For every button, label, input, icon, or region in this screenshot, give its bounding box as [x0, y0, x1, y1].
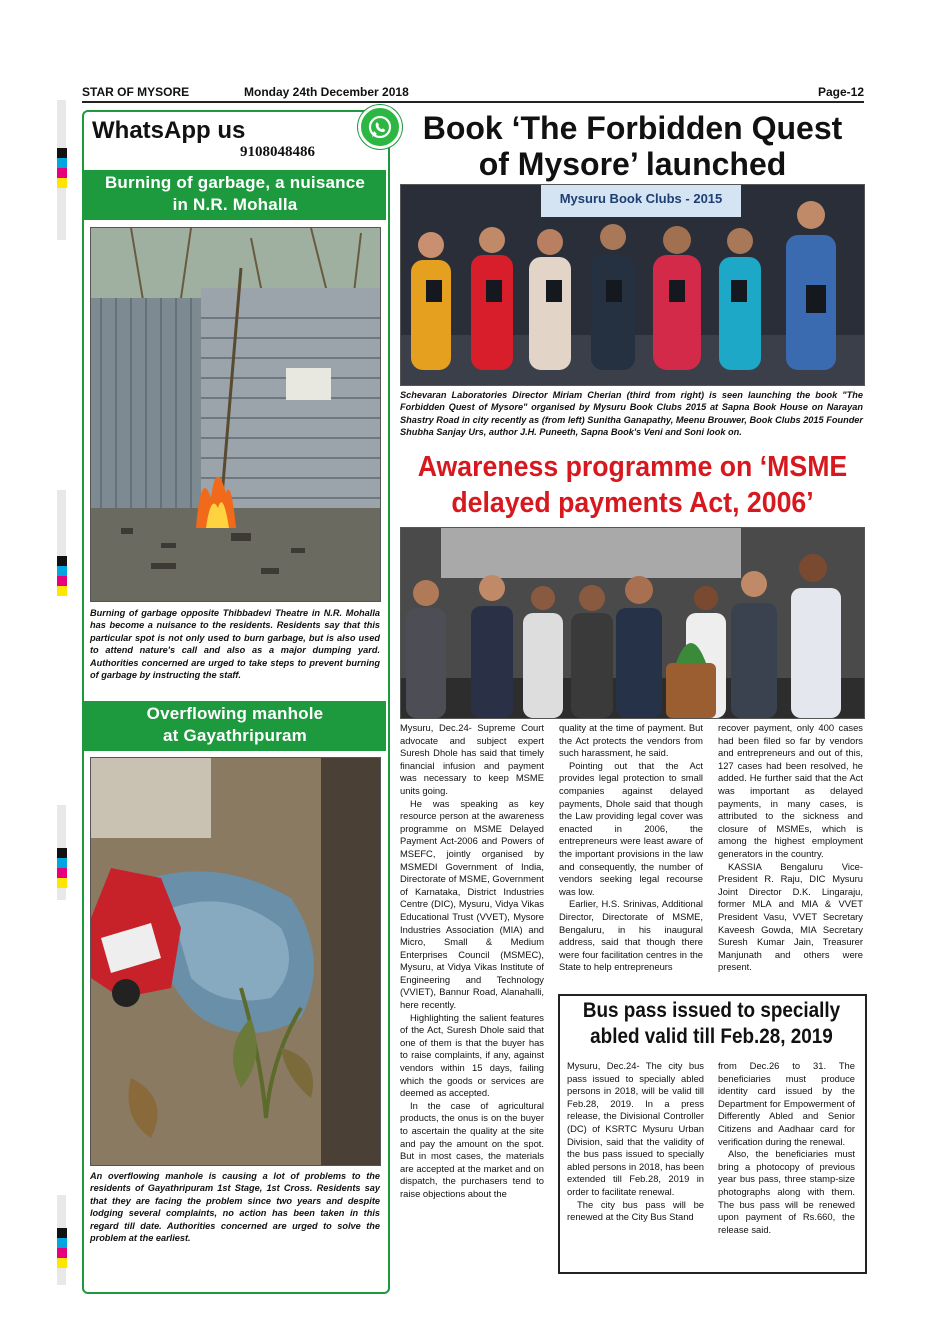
msme-headline-line2: delayed payments Act, 2006’: [451, 487, 814, 519]
garbage-title-line1: Burning of garbage, a nuisance: [104, 173, 366, 192]
registration-marks: [57, 148, 67, 188]
newspaper-name: STAR OF MYSORE: [82, 85, 190, 99]
registration-marks: [57, 848, 67, 888]
msme-column-1: [400, 722, 544, 1201]
registration-marks: [57, 1228, 67, 1268]
bus-col2-p1: from Dec.26 to 31. The beneficiaries must produce identity card issued by the Department for Empowerment of Differently Abled and Senior Citizens and Aadhaar card for verification during the renewal.: [718, 1060, 855, 1147]
manhole-title-band: [84, 701, 386, 751]
page-number: Page-12: [817, 85, 864, 99]
msme-column-2: [559, 722, 703, 974]
whatsapp-icon: [358, 105, 402, 149]
garbage-title-line2: in N.R. Mohalla: [172, 195, 298, 214]
msme-headline-line1: Awareness programme on ‘MSME: [417, 451, 848, 483]
msme-col2-p3: Earlier, H.S. Srinivas, Additional Director, Directorate of MSME, Bengaluru, in his inaugural address, said that though there were four facilitation centres in the State to help entrepreneurs: [559, 898, 703, 973]
msme-col1-p1: Mysuru, Dec.24- Supreme Court advocate and subject expert Suresh Dhole has said that timely financial infusion and payment was necessary to keep MSME units going.: [400, 722, 544, 796]
book-headline-line2: of Mysore’ launched: [478, 146, 787, 182]
bus-col1-p2: The city bus pass will be renewed at the City Bus Stand: [567, 1198, 704, 1223]
whatsapp-label: WhatsApp us: [92, 117, 246, 144]
bus-column-1: [567, 1060, 704, 1224]
book-banner-text: Mysuru Book Clubs - 2015: [559, 191, 723, 206]
page-header: [82, 85, 864, 103]
manhole-caption: An overflowing manhole is causing a lot of problems to the residents of Gayathripuram 1st Stage, 1st Cross. Residents say that they are facing the problem since two years and despite lodging several complaints, no action has been taken in this regard till date. Authorities concerned are urged to solve the problem at the earliest.: [90, 1171, 380, 1244]
msme-col3-p1: recover payment, only 400 cases had been filed so far by vendors and entrepreneurs and out of this, 127 cases had been resolved, he added. He further said that the Act was important as delayed payments, in many cases, is attributed to the sickness and closure of MSMEs, which is among the highest employment generators in the country.: [718, 722, 863, 859]
book-headline: [400, 110, 865, 182]
garbage-title-band: [84, 170, 386, 220]
msme-col2-p2: Pointing out that the Act provides legal protection to small companies against delayed payments, Dhole said that though the Law providing legal cover was enacted in 2006, the entrepreneurs were least aware of the important provisions in the law and consequently, the number of vendors seeking legal recourse was low.: [559, 759, 703, 897]
whatsapp-number: 9108048486: [240, 144, 315, 160]
book-headline-line1: Book ‘The Forbidden Quest: [422, 110, 843, 146]
msme-col3-p2: KASSIA Bengaluru Vice-President R. Raju, DIC Mysuru Joint Director D.K. Lingaraju, former MLA and MIA & VVET President Vasu, VVET Secretary Kaveesh Gowda, MIA Secretary Suresh Kumar Jain, Treasurer Manjunath and others were present.: [718, 860, 863, 973]
book-launch-photo: [400, 184, 865, 386]
manhole-photo: [90, 757, 381, 1166]
bus-column-2: [718, 1060, 855, 1236]
issue-date: Monday 24th December 2018: [244, 85, 409, 99]
manhole-title-line1: Overflowing manhole: [146, 704, 324, 723]
bus-col2-p2: Also, the beneficiaries must bring a photocopy of previous year bus pass, three stamp-size photographs along with them. The bus pass will be renewed upon payment of Rs.660, the release said.: [718, 1148, 855, 1235]
msme-event-photo: [400, 527, 865, 719]
book-caption: Schevaran Laboratories Director Miriam Cherian (third from right) is seen launching the book "The Forbidden Quest of Mysore" organised by Mysuru Book Clubs 2015 at Sapna Book House on Narayan Shastry Road in city recently as (from left) Sunitha Ganapathy, Meenu Brouwer, Book Clubs 2015 Founder Shubha Sanjay Urs, author J.H. Puneeth, Sapna Book's Veni and Soni look on.: [400, 390, 863, 438]
bus-headline-line2: abled valid till Feb.28, 2019: [590, 1025, 833, 1048]
garbage-burning-photo: [90, 227, 381, 602]
msme-column-3: [718, 722, 863, 974]
bus-headline: [575, 998, 848, 1050]
msme-col1-p3: Highlighting the salient features of the Act, Suresh Dhole said that one of them is that the buyer has to raise complaints, if any, against vendors within 15 days, failing which the goods or services are deemed as accepted.: [400, 1011, 544, 1099]
bus-col1-p1: Mysuru, Dec.24- The city bus pass issued to specially abled persons in 2018, will be valid till Feb.28, 2019. In a press release, the Divisional Controller (DC) of KSRTC Mysuru Urban Division, said that the validity of the bus pass issued to specially abled persons in 2018, has been extended till Feb.28, 2019 in order to facilitate renewal.: [567, 1060, 704, 1197]
msme-col1-p2: He was speaking as key resource person at the awareness programme on MSME Delayed Payment Act-2006 and Powers of MSEFC, jointly organised by MSMEDI Government of India, Directorate of MSME, Government of Karnataka, District Industries Centre (DIC), Mysuru, Vidya Vikas Educational Trust (VVET), Mysore Industries Association (MIA) and Micro, Small & Medium Enterprises Council (MSMEC), Mysuru, at Vidya Vikas Institute of Engineering and Technology (VVIET), Bannur Road, Alanahalli, here recently.: [400, 797, 544, 1011]
garbage-caption: Burning of garbage opposite Thibbadevi Theatre in N.R. Mohalla has become a nuisance to the residents. Residents say that this particular spot is not only used to burn garbage, but is also used to attend nature's call and also as a major dumping yard. Authorities concerned are urged to take steps to prevent burning of garbage by instructing the staff.: [90, 608, 380, 681]
msme-col2-p1: quality at the time of payment. But the Act protects the vendors from such harassment, he said.: [559, 722, 703, 759]
registration-marks: [57, 556, 67, 596]
msme-headline: [414, 449, 851, 521]
msme-col1-p4: In the case of agricultural products, the onus is on the buyer to ascertain the quality at the site and pay the amount on the spot. But in most cases, the materials are accepted at the market and on dispatch, the purchasers tend to raise objections about the: [400, 1099, 544, 1199]
bus-headline-line1: Bus pass issued to specially: [582, 999, 841, 1022]
manhole-title-line2: at Gayathripuram: [163, 726, 307, 745]
